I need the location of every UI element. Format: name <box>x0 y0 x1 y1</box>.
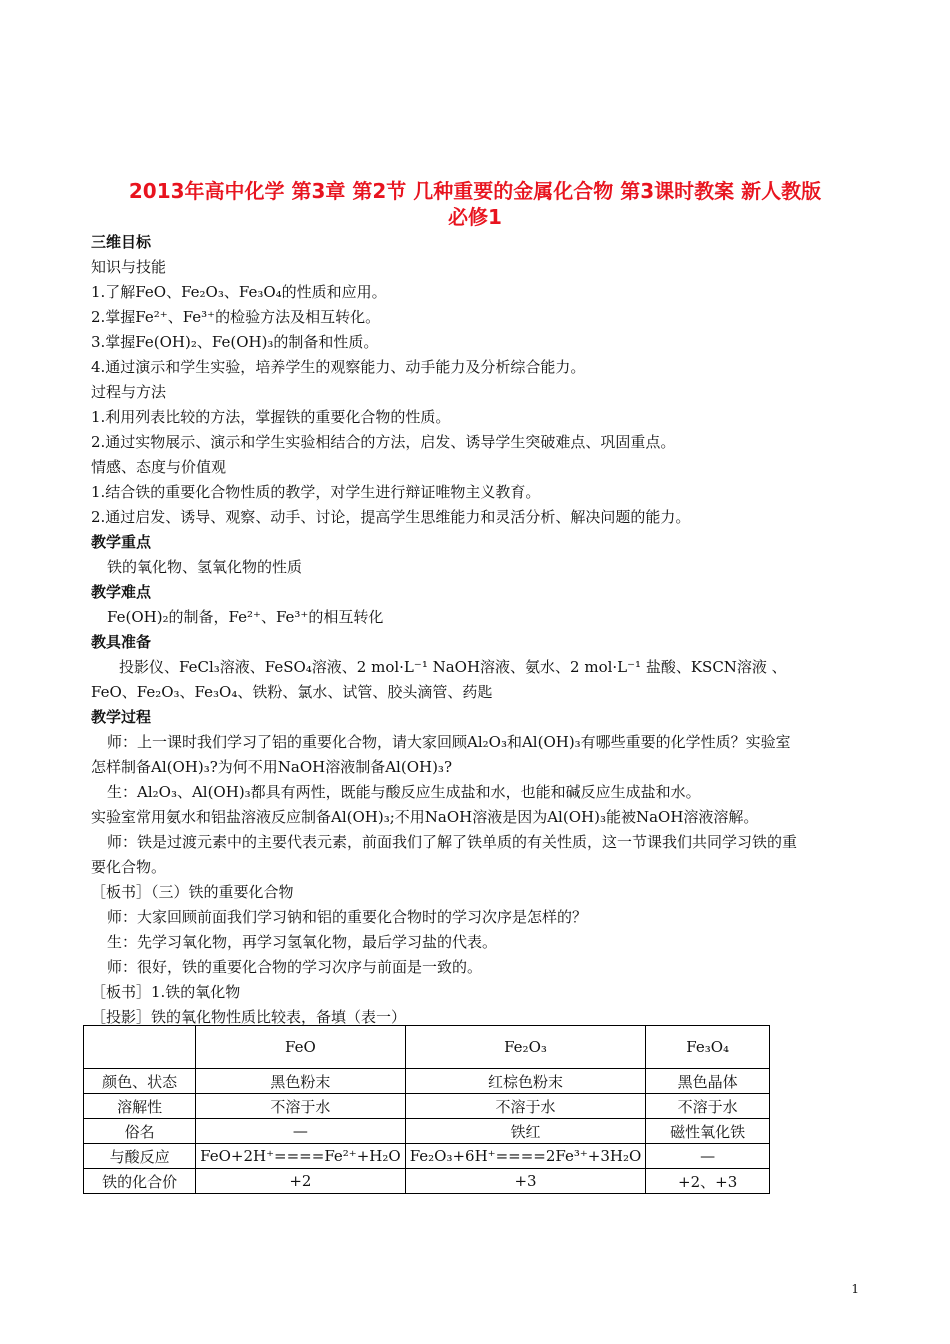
table-cell: 黑色晶体 <box>646 1069 770 1094</box>
title-line-1: 2013年高中化学 第3章 第2节 几种重要的金属化合物 第3课时教案 新人教版 <box>128 179 822 203</box>
table-header-cell: FeO <box>196 1026 406 1069</box>
table-cell: 不溶于水 <box>196 1094 406 1119</box>
dialogue-1b: 怎样制备Al(OH)₃?为何不用NaOH溶液制备Al(OH)₃? <box>91 758 452 776</box>
table-row-label: 颜色、状态 <box>84 1069 196 1094</box>
dialogue-3: 实验室常用氨水和铝盐溶液反应制备Al(OH)₃;不用NaOH溶液是因为Al(OH)₃能被NaOH溶液溶解。 <box>91 808 759 826</box>
table-row-label: 铁的化合价 <box>84 1169 196 1194</box>
knowledge-item-4: 4.通过演示和学生实验，培养学生的观察能力、动手能力及分析综合能力。 <box>91 358 586 376</box>
table-cell: 不溶于水 <box>405 1094 646 1119</box>
board-note-1: ［板书］（三）铁的重要化合物 <box>91 883 294 901</box>
tools-line-1: 投影仪、FeCl₃溶液、FeSO₄溶液、2 mol·L⁻¹ NaOH溶液、氨水、2 mol·L⁻¹ 盐酸、KSCN溶液 、 <box>119 658 787 676</box>
table-cell: — <box>196 1119 406 1144</box>
table-row <box>84 1144 770 1169</box>
table-cell: — <box>646 1144 770 1169</box>
knowledge-item-1: 1.了解FeO、Fe₂O₃、Fe₃O₄的性质和应用。 <box>91 283 387 301</box>
table-row-label: 溶解性 <box>84 1094 196 1119</box>
process-heading: 过程与方法 <box>91 383 167 401</box>
board-note-2: ［板书］1.铁的氧化物 <box>91 983 241 1001</box>
difficulty-heading: 教学难点 <box>91 583 152 601</box>
page-number: 1 <box>851 1282 859 1296</box>
focus-text: 铁的氧化物、氢氧化物的性质 <box>107 558 303 576</box>
table-cell: 红棕色粉末 <box>405 1069 646 1094</box>
dialogue-8: 师：很好，铁的重要化合物的学习次序与前面是一致的。 <box>107 958 483 976</box>
table-row <box>84 1169 770 1194</box>
dialogue-2: 生：Al₂O₃、Al(OH)₃都具有两性，既能与酸反应生成盐和水，也能和碱反应生成盐和水。 <box>107 783 701 801</box>
emotion-item-1: 1.结合铁的重要化合物性质的教学，对学生进行辩证唯物主义教育。 <box>91 483 541 501</box>
table-cell: 铁红 <box>405 1119 646 1144</box>
tools-heading: 教具准备 <box>91 633 152 651</box>
knowledge-item-2: 2.掌握Fe²⁺、Fe³⁺的检验方法及相互转化。 <box>91 308 381 326</box>
dialogue-7: 生：先学习氧化物，再学习氢氧化物，最后学习盐的代表。 <box>107 933 498 951</box>
knowledge-heading: 知识与技能 <box>91 258 167 276</box>
table-row-label: 俗名 <box>84 1119 196 1144</box>
title-line-2: 必修1 <box>448 205 502 229</box>
dialogue-4b: 要化合物。 <box>91 858 167 876</box>
table-cell: Fe₂O₃+6H⁺====2Fe³⁺+3H₂O <box>405 1144 646 1169</box>
table-cell: 不溶于水 <box>646 1094 770 1119</box>
table-body <box>84 1026 770 1194</box>
table-header-cell <box>84 1026 196 1069</box>
table-header-cell: Fe₂O₃ <box>405 1026 646 1069</box>
knowledge-item-3: 3.掌握Fe(OH)₂、Fe(OH)₃的制备和性质。 <box>91 333 379 351</box>
emotion-item-2: 2.通过启发、诱导、观察、动手、讨论，提高学生思维能力和灵活分析、解决问题的能力。 <box>91 508 691 526</box>
dialogue-6: 师：大家回顾前面我们学习钠和铝的重要化合物时的学习次序是怎样的？ <box>107 908 588 926</box>
table-header-cell: Fe₃O₄ <box>646 1026 770 1069</box>
document-body <box>91 230 861 1030</box>
process-item-1: 1.利用列表比较的方法，掌握铁的重要化合物的性质。 <box>91 408 451 426</box>
table-row <box>84 1094 770 1119</box>
table-cell: +2、+3 <box>646 1169 770 1194</box>
dialogue-1a: 师：上一课时我们学习了铝的重要化合物，请大家回顾Al₂O₃和Al(OH)₃有哪些重要的化学性质？实验室 <box>107 733 791 751</box>
document-title <box>60 178 890 230</box>
projection-note: ［投影］铁的氧化物性质比较表，备填（表一） <box>91 1008 407 1026</box>
table-cell: 黑色粉末 <box>196 1069 406 1094</box>
teaching-process-heading: 教学过程 <box>91 708 152 726</box>
tools-line-2: FeO、Fe₂O₃、Fe₃O₄、铁粉、氯水、试管、胶头滴管、药匙 <box>91 683 493 701</box>
emotion-heading: 情感、态度与价值观 <box>91 458 227 476</box>
difficulty-text: Fe(OH)₂的制备，Fe²⁺、Fe³⁺的相互转化 <box>107 608 384 626</box>
table-cell: FeO+2H⁺====Fe²⁺+H₂O <box>196 1144 406 1169</box>
table-row <box>84 1069 770 1094</box>
table-row <box>84 1119 770 1144</box>
dialogue-4a: 师：铁是过渡元素中的主要代表元素，前面我们了解了铁单质的有关性质，这一节课我们共同学习铁的重 <box>107 833 798 851</box>
table-cell: +2 <box>196 1169 406 1194</box>
table-row-label: 与酸反应 <box>84 1144 196 1169</box>
table-header-row <box>84 1026 770 1069</box>
table-cell: 磁性氧化铁 <box>646 1119 770 1144</box>
focus-heading: 教学重点 <box>91 533 152 551</box>
table-cell: +3 <box>405 1169 646 1194</box>
iron-oxides-table <box>83 1025 770 1194</box>
process-item-2: 2.通过实物展示、演示和学生实验相结合的方法，启发、诱导学生突破难点、巩固重点。 <box>91 433 676 451</box>
goals-heading: 三维目标 <box>91 233 152 251</box>
